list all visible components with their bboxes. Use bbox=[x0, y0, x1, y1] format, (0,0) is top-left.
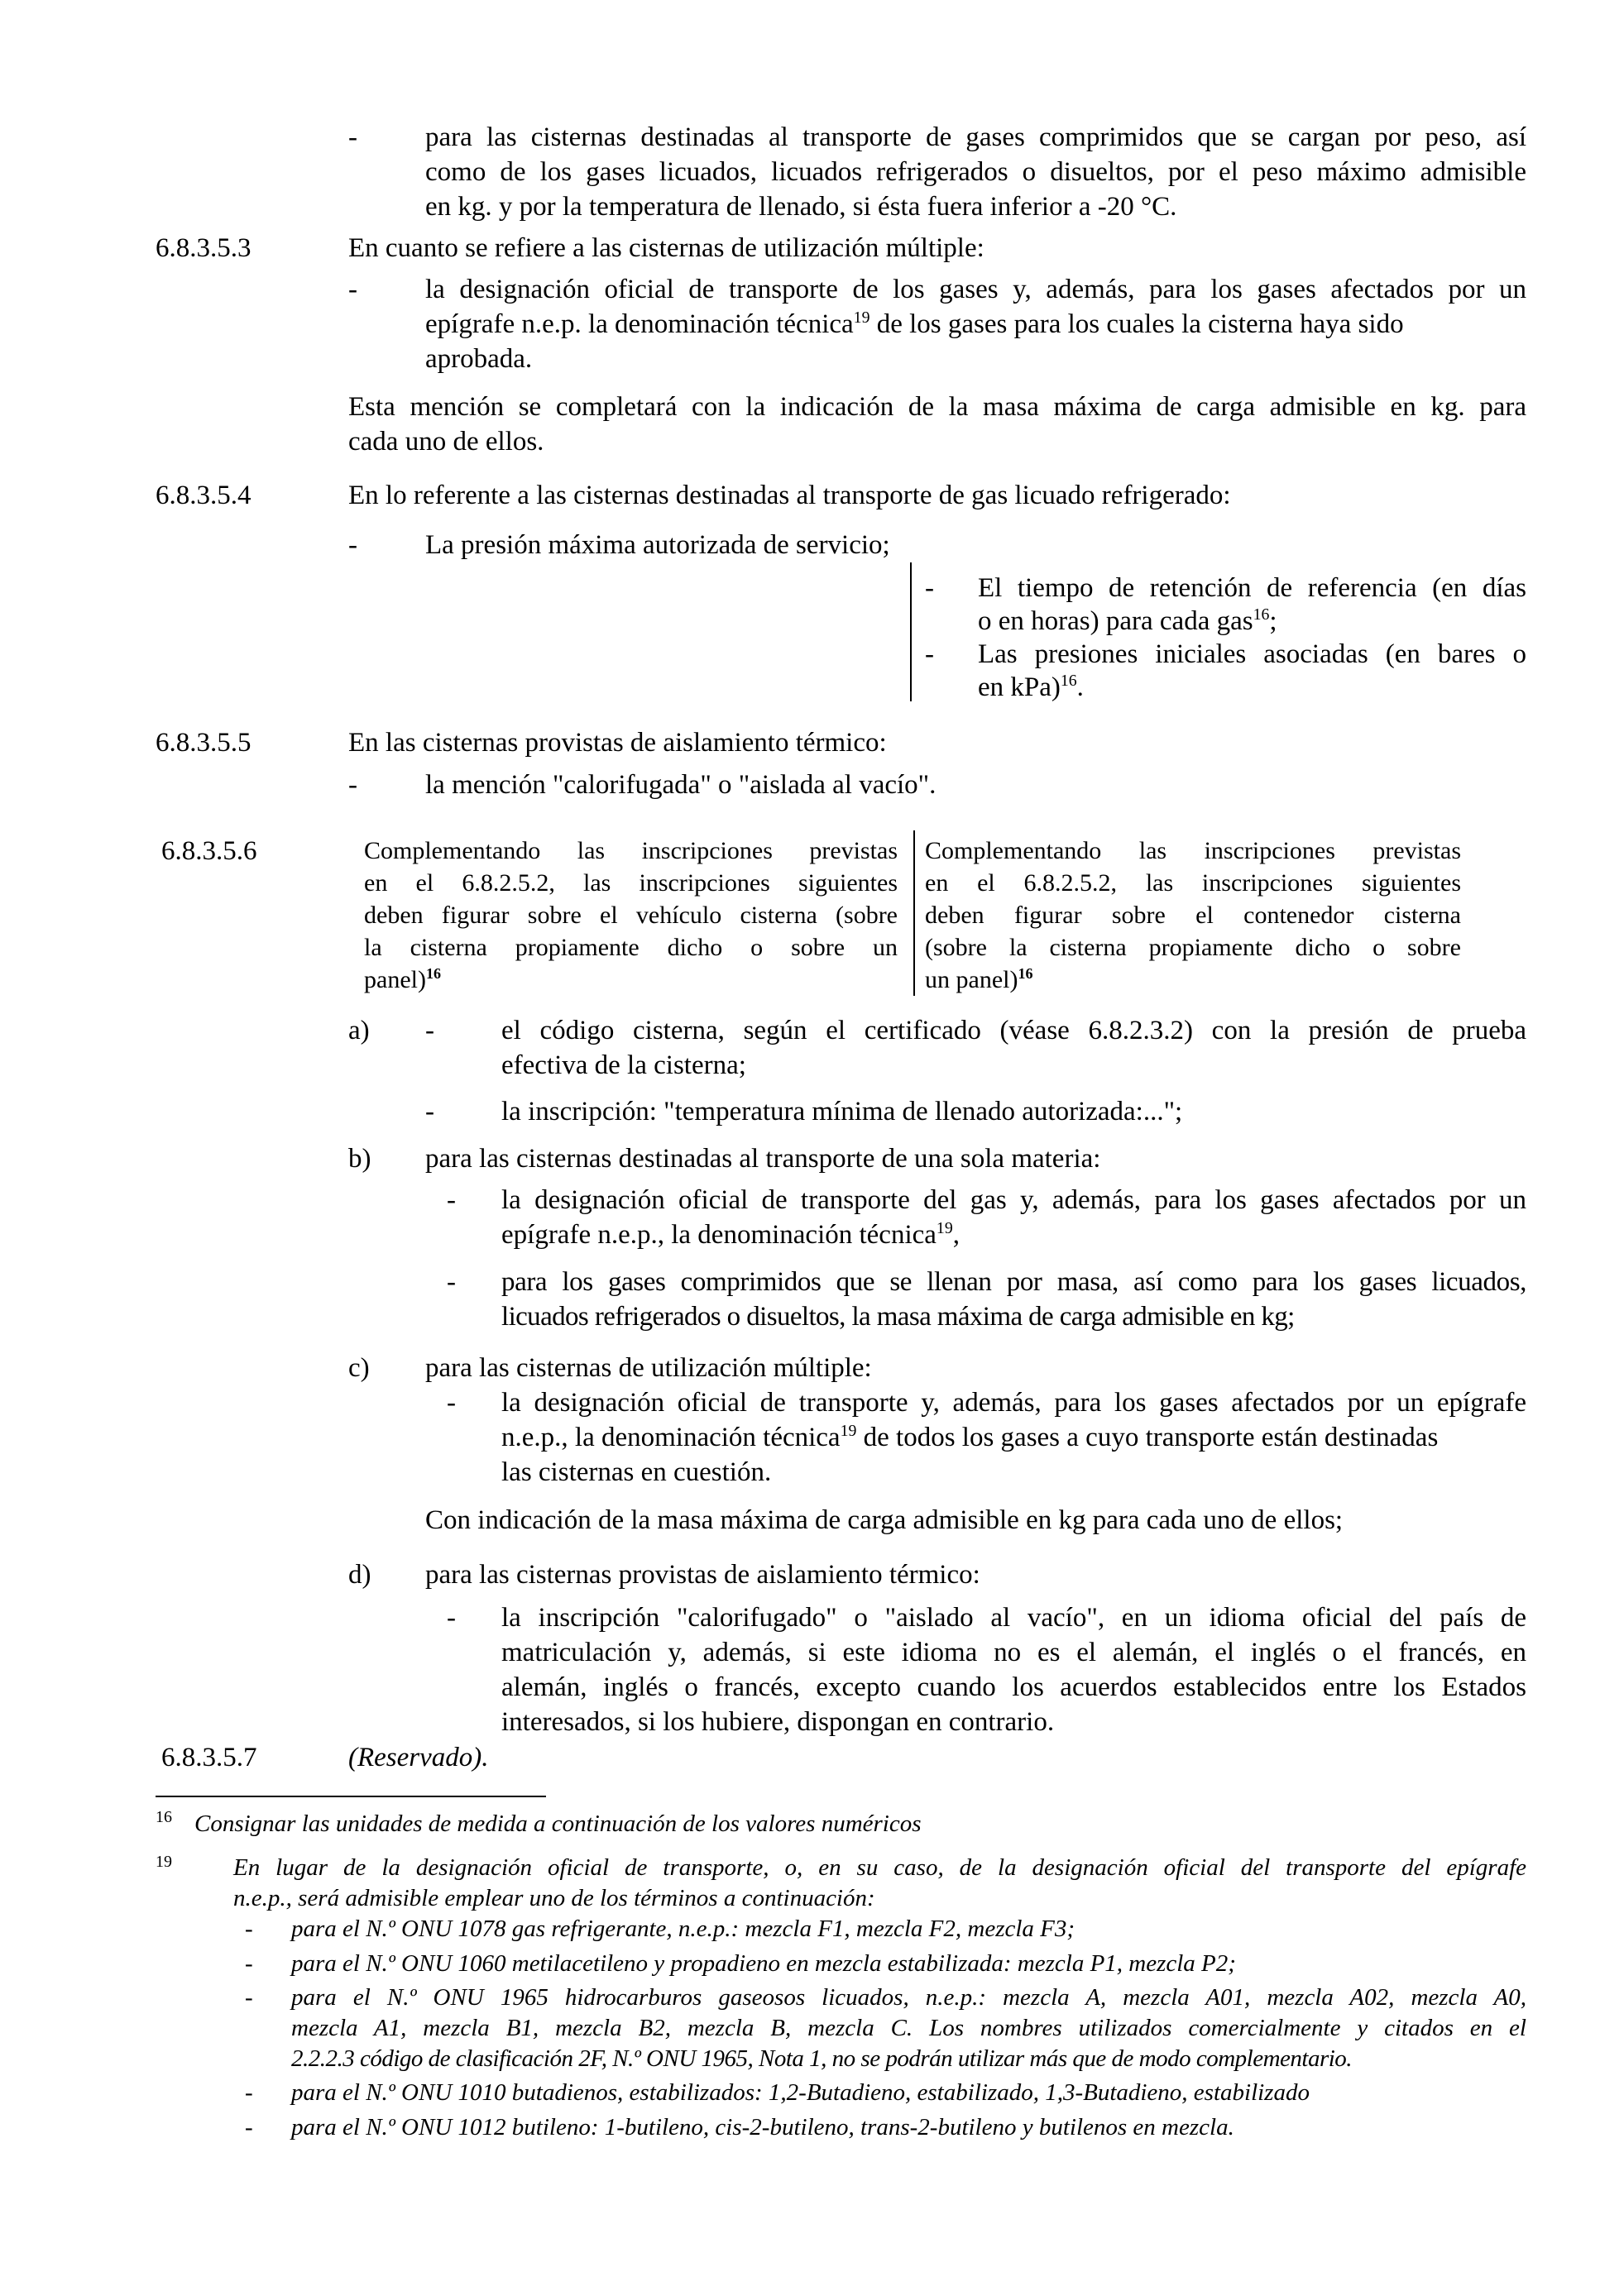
footnote-number: 19 bbox=[156, 1853, 172, 1871]
section-number: 6.8.3.5.6 bbox=[161, 836, 257, 866]
right-column-line: en el 6.8.2.5.2, las inscripciones siguientes bbox=[925, 869, 1461, 897]
text-line: la inscripción: "temperatura mínima de llenado autorizada:..."; bbox=[501, 1097, 1183, 1126]
text-line: o en horas) para cada gas$^{16}$; bbox=[978, 605, 1277, 636]
section-number: 6.8.3.5.3 bbox=[156, 233, 252, 263]
footnote-text: En lugar de la designación oficial de transporte, o, en su caso, de la designación oficial del transporte del epígrafe bbox=[233, 1854, 1526, 1881]
text-line: la mención "calorifugada" o "aislada al vacío". bbox=[425, 770, 937, 800]
text-line: como de los gases licuados, licuados refrigerados o disueltos, por el peso máximo admisible bbox=[425, 157, 1526, 187]
bullet-dash: - bbox=[447, 1603, 456, 1633]
text-line: epígrafe n.e.p. la denominación técnica$^{19}$ de los gases para los cuales la cisterna haya sido bbox=[425, 309, 1404, 339]
text-line: licuados refrigerados o disueltos, la masa máxima de carga admisible en kg; bbox=[501, 1302, 1295, 1332]
footnote-text: para el N.º ONU 1060 metilacetileno y propadieno en mezcla estabilizada: mezcla P1, mezcla P2; bbox=[291, 1950, 1236, 1977]
text-line: n.e.p., la denominación técnica$^{19}$ de todos los gases a cuyo transporte están destinadas bbox=[501, 1422, 1439, 1452]
footnote-number: 16 bbox=[156, 1808, 172, 1826]
bullet-dash: - bbox=[925, 639, 934, 669]
text-line: en kg. y por la temperatura de llenado, si ésta fuera inferior a -20 °C. bbox=[425, 192, 1177, 222]
bullet-dash: - bbox=[245, 1916, 253, 1942]
footnote-ref: 16 bbox=[1018, 965, 1033, 983]
section-heading: En cuanto se refiere a las cisternas de utilización múltiple: bbox=[348, 233, 984, 263]
item-label: a) bbox=[348, 1016, 370, 1045]
bullet-dash: - bbox=[245, 1950, 253, 1977]
text-line: interesados, si los hubiere, dispongan en contrario. bbox=[501, 1707, 1055, 1737]
text-line: Con indicación de la masa máxima de carga admisible en kg para cada uno de ellos; bbox=[425, 1505, 1344, 1535]
footnote-ref: 16 bbox=[1253, 605, 1270, 624]
bullet-dash: - bbox=[348, 530, 357, 560]
footnote-text: para el N.º ONU 1965 hidrocarburos gaseosos licuados, n.e.p.: mezcla A, mezcla A01, mezcla A02, mezcla A0, bbox=[291, 1984, 1526, 2011]
left-column-line: la cisterna propiamente dicho o sobre un bbox=[364, 934, 898, 961]
text-line: El tiempo de retención de referencia (en días bbox=[978, 573, 1526, 603]
footnote-ref: 16 bbox=[425, 965, 441, 983]
left-column-line: en el 6.8.2.5.2, las inscripciones siguientes bbox=[364, 869, 898, 897]
section-number: 6.8.3.5.7 bbox=[161, 1743, 257, 1772]
left-column-line: deben figurar sobre el vehículo cisterna (sobre bbox=[364, 902, 898, 929]
text-line: matriculación y, además, si este idioma no es el alemán, el inglés o el francés, en bbox=[501, 1638, 1526, 1667]
text-line: la inscripción "calorifugado" o "aislado al vacío", en un idioma oficial del país de bbox=[501, 1603, 1526, 1633]
footnote-ref: 19 bbox=[840, 1422, 857, 1441]
bullet-dash: - bbox=[425, 1016, 434, 1045]
left-column-line: panel)$^{16}$ bbox=[364, 965, 441, 993]
text-line: la designación oficial de transporte de los gases y, además, para los gases afectados por un bbox=[425, 275, 1526, 304]
column-divider bbox=[913, 830, 915, 996]
text-line: para las cisternas provistas de aislamiento térmico: bbox=[425, 1560, 980, 1590]
text-line: para las cisternas destinadas al transporte de una sola materia: bbox=[425, 1144, 1101, 1174]
right-column-line: deben figurar sobre el contenedor cisterna bbox=[925, 902, 1461, 929]
bullet-dash: - bbox=[348, 275, 357, 304]
bullet-dash: - bbox=[348, 122, 357, 152]
left-column-line: Complementando las inscripciones previstas bbox=[364, 837, 898, 864]
text-line: la designación oficial de transporte del gas y, además, para los gases afectados por un bbox=[501, 1185, 1526, 1215]
right-column-line: Complementando las inscripciones previstas bbox=[925, 837, 1461, 864]
bullet-dash: - bbox=[348, 770, 357, 800]
text-line: para las cisternas de utilización múltiple: bbox=[425, 1353, 872, 1383]
footnote-ref: 19 bbox=[853, 309, 870, 328]
footnote-text: n.e.p., será admisible emplear uno de los términos a continuación: bbox=[233, 1885, 875, 1911]
bullet-dash: - bbox=[925, 573, 934, 603]
bullet-dash: - bbox=[447, 1267, 456, 1297]
bullet-dash: - bbox=[447, 1388, 456, 1418]
bullet-dash: - bbox=[245, 2114, 253, 2141]
text-line: epígrafe n.e.p., la denominación técnica$^{19}$, bbox=[501, 1219, 960, 1250]
footnote-text: para el N.º ONU 1012 butileno: 1-butileno, cis-2-butileno, trans-2-butileno y butilenos en mezcla. bbox=[291, 2114, 1234, 2141]
text-line: el código cisterna, según el certificado (véase 6.8.2.3.2) con la presión de prueba bbox=[501, 1016, 1526, 1045]
text-line: las cisternas en cuestión. bbox=[501, 1457, 772, 1487]
text-line: La presión máxima autorizada de servicio; bbox=[425, 530, 890, 560]
section-heading: En las cisternas provistas de aislamiento térmico: bbox=[348, 728, 887, 758]
right-column-line: un panel)$^{16}$ bbox=[925, 965, 1033, 993]
bullet-dash: - bbox=[425, 1097, 434, 1126]
text-line: aprobada. bbox=[425, 344, 533, 374]
footnote-ref: 16 bbox=[1060, 672, 1077, 691]
text-line: la designación oficial de transporte y, además, para los gases afectados por un epígrafe bbox=[501, 1388, 1526, 1418]
reserved-text: (Reservado). bbox=[348, 1743, 489, 1772]
footnote-text: para el N.º ONU 1010 butadienos, estabilizados: 1,2-Butadieno, estabilizado, 1,3-Butadieno, estabilizado bbox=[291, 2079, 1310, 2106]
item-label: b) bbox=[348, 1144, 371, 1174]
text-line: en kPa)$^{16}$. bbox=[978, 672, 1084, 702]
section-heading: En lo referente a las cisternas destinadas al transporte de gas licuado refrigerado: bbox=[348, 481, 1231, 510]
footnote-text: para el N.º ONU 1078 gas refrigerante, n.e.p.: mezcla F1, mezcla F2, mezcla F3; bbox=[291, 1916, 1075, 1942]
footnote-separator bbox=[156, 1796, 546, 1797]
section-number: 6.8.3.5.4 bbox=[156, 481, 252, 510]
item-label: c) bbox=[348, 1353, 370, 1383]
footnote-text: mezcla A1, mezcla B1, mezcla B2, mezcla B, mezcla C. Los nombres utilizados comercialmente y citados en el bbox=[291, 2015, 1526, 2041]
bullet-dash: - bbox=[447, 1185, 456, 1215]
footnote-text: Consignar las unidades de medida a continuación de los valores numéricos bbox=[194, 1810, 922, 1837]
text-line: para las cisternas destinadas al transporte de gases comprimidos que se cargan por peso, así bbox=[425, 122, 1526, 152]
bullet-dash: - bbox=[245, 2079, 253, 2106]
section-number: 6.8.3.5.5 bbox=[156, 728, 252, 758]
text-line: para los gases comprimidos que se llenan por masa, así como para los gases licuados, bbox=[501, 1267, 1526, 1297]
footnote-ref: 19 bbox=[936, 1219, 953, 1238]
footnote-text: 2.2.2.3 código de clasificación 2F, N.º ONU 1965, Nota 1, no se podrán utilizar más que de modo complementario. bbox=[291, 2045, 1353, 2072]
text-line: Las presiones iniciales asociadas (en bares o bbox=[978, 639, 1526, 669]
text-line: alemán, inglés o francés, excepto cuando los acuerdos establecidos entre los Estados bbox=[501, 1672, 1526, 1702]
right-column-line: (sobre la cisterna propiamente dicho o sobre bbox=[925, 934, 1461, 961]
text-line: Esta mención se completará con la indicación de la masa máxima de carga admisible en kg. para bbox=[348, 392, 1526, 422]
bullet-dash: - bbox=[245, 1984, 253, 2011]
column-divider bbox=[910, 562, 912, 701]
text-line: cada uno de ellos. bbox=[348, 427, 544, 457]
item-label: d) bbox=[348, 1560, 371, 1590]
text-line: efectiva de la cisterna; bbox=[501, 1050, 746, 1080]
